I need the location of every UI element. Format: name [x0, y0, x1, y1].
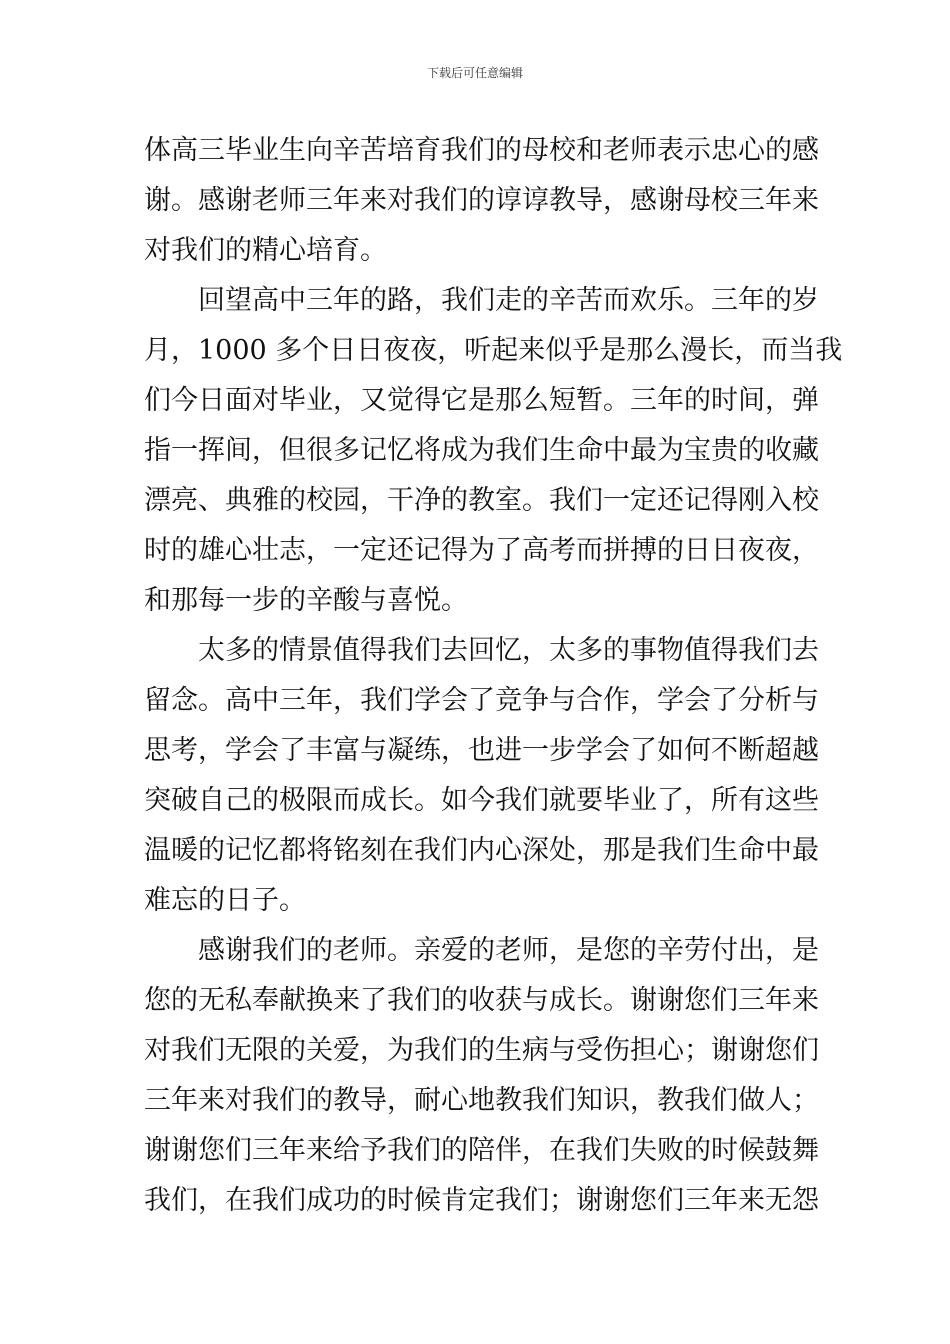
text-line: 谢谢您们三年来给予我们的陪伴，在我们失败的时候鼓舞 — [144, 1135, 819, 1166]
text-line: 对我们无限的关爱，为我们的生病与受伤担心；谢谢您们 — [144, 1035, 819, 1066]
text-line: 和那每一步的辛酸与喜悦。 — [144, 585, 468, 616]
text-line: 谢。感谢老师三年来对我们的谆谆教导，感谢母校三年来 — [144, 185, 819, 216]
text-line: 留念。高中三年，我们学会了竞争与合作，学会了分析与 — [144, 685, 819, 716]
text-line: 体高三毕业生向辛苦培育我们的母校和老师表示忠心的感 — [144, 135, 819, 166]
text-line: 突破自己的极限而成长。如今我们就要毕业了，所有这些 — [144, 785, 819, 816]
text-line: 三年来对我们的教导，耐心地教我们知识，教我们做人； — [144, 1085, 819, 1116]
text-line: 感谢我们的老师。亲爱的老师，是您的辛劳付出，是 — [198, 935, 819, 966]
document-body — [144, 126, 843, 1226]
text-line: 对我们的精心培育。 — [144, 235, 387, 266]
text-line: 时的雄心壮志，一定还记得为了高考而拼搏的日日夜夜， — [144, 535, 819, 566]
text-line: 漂亮、典雅的校园，干净的教室。我们一定还记得刚入校 — [144, 485, 819, 516]
text-line: 回望高中三年的路，我们走的辛苦而欢乐。三年的岁 — [198, 285, 819, 316]
text-line: 我们，在我们成功的时候肯定我们；谢谢您们三年来无怨 — [144, 1185, 819, 1216]
text-line: 思考，学会了丰富与凝练，也进一步学会了如何不断超越 — [144, 735, 819, 766]
text-line: 月，1000 多个日日夜夜，听起来似乎是那么漫长，而当我 — [144, 335, 843, 366]
text-line: 难忘的日子。 — [144, 885, 306, 916]
text-line: 们今日面对毕业，又觉得它是那么短暂。三年的时间，弹 — [144, 385, 819, 416]
page-header: 下载后可任意编辑 — [426, 66, 523, 80]
text-line: 您的无私奉献换来了我们的收获与成长。谢谢您们三年来 — [144, 985, 819, 1016]
text-line: 太多的情景值得我们去回忆，太多的事物值得我们去 — [198, 635, 819, 666]
text-line: 温暖的记忆都将铭刻在我们内心深处，那是我们生命中最 — [144, 835, 819, 866]
text-line: 指一挥间，但很多记忆将成为我们生命中最为宝贵的收藏 — [144, 435, 819, 466]
